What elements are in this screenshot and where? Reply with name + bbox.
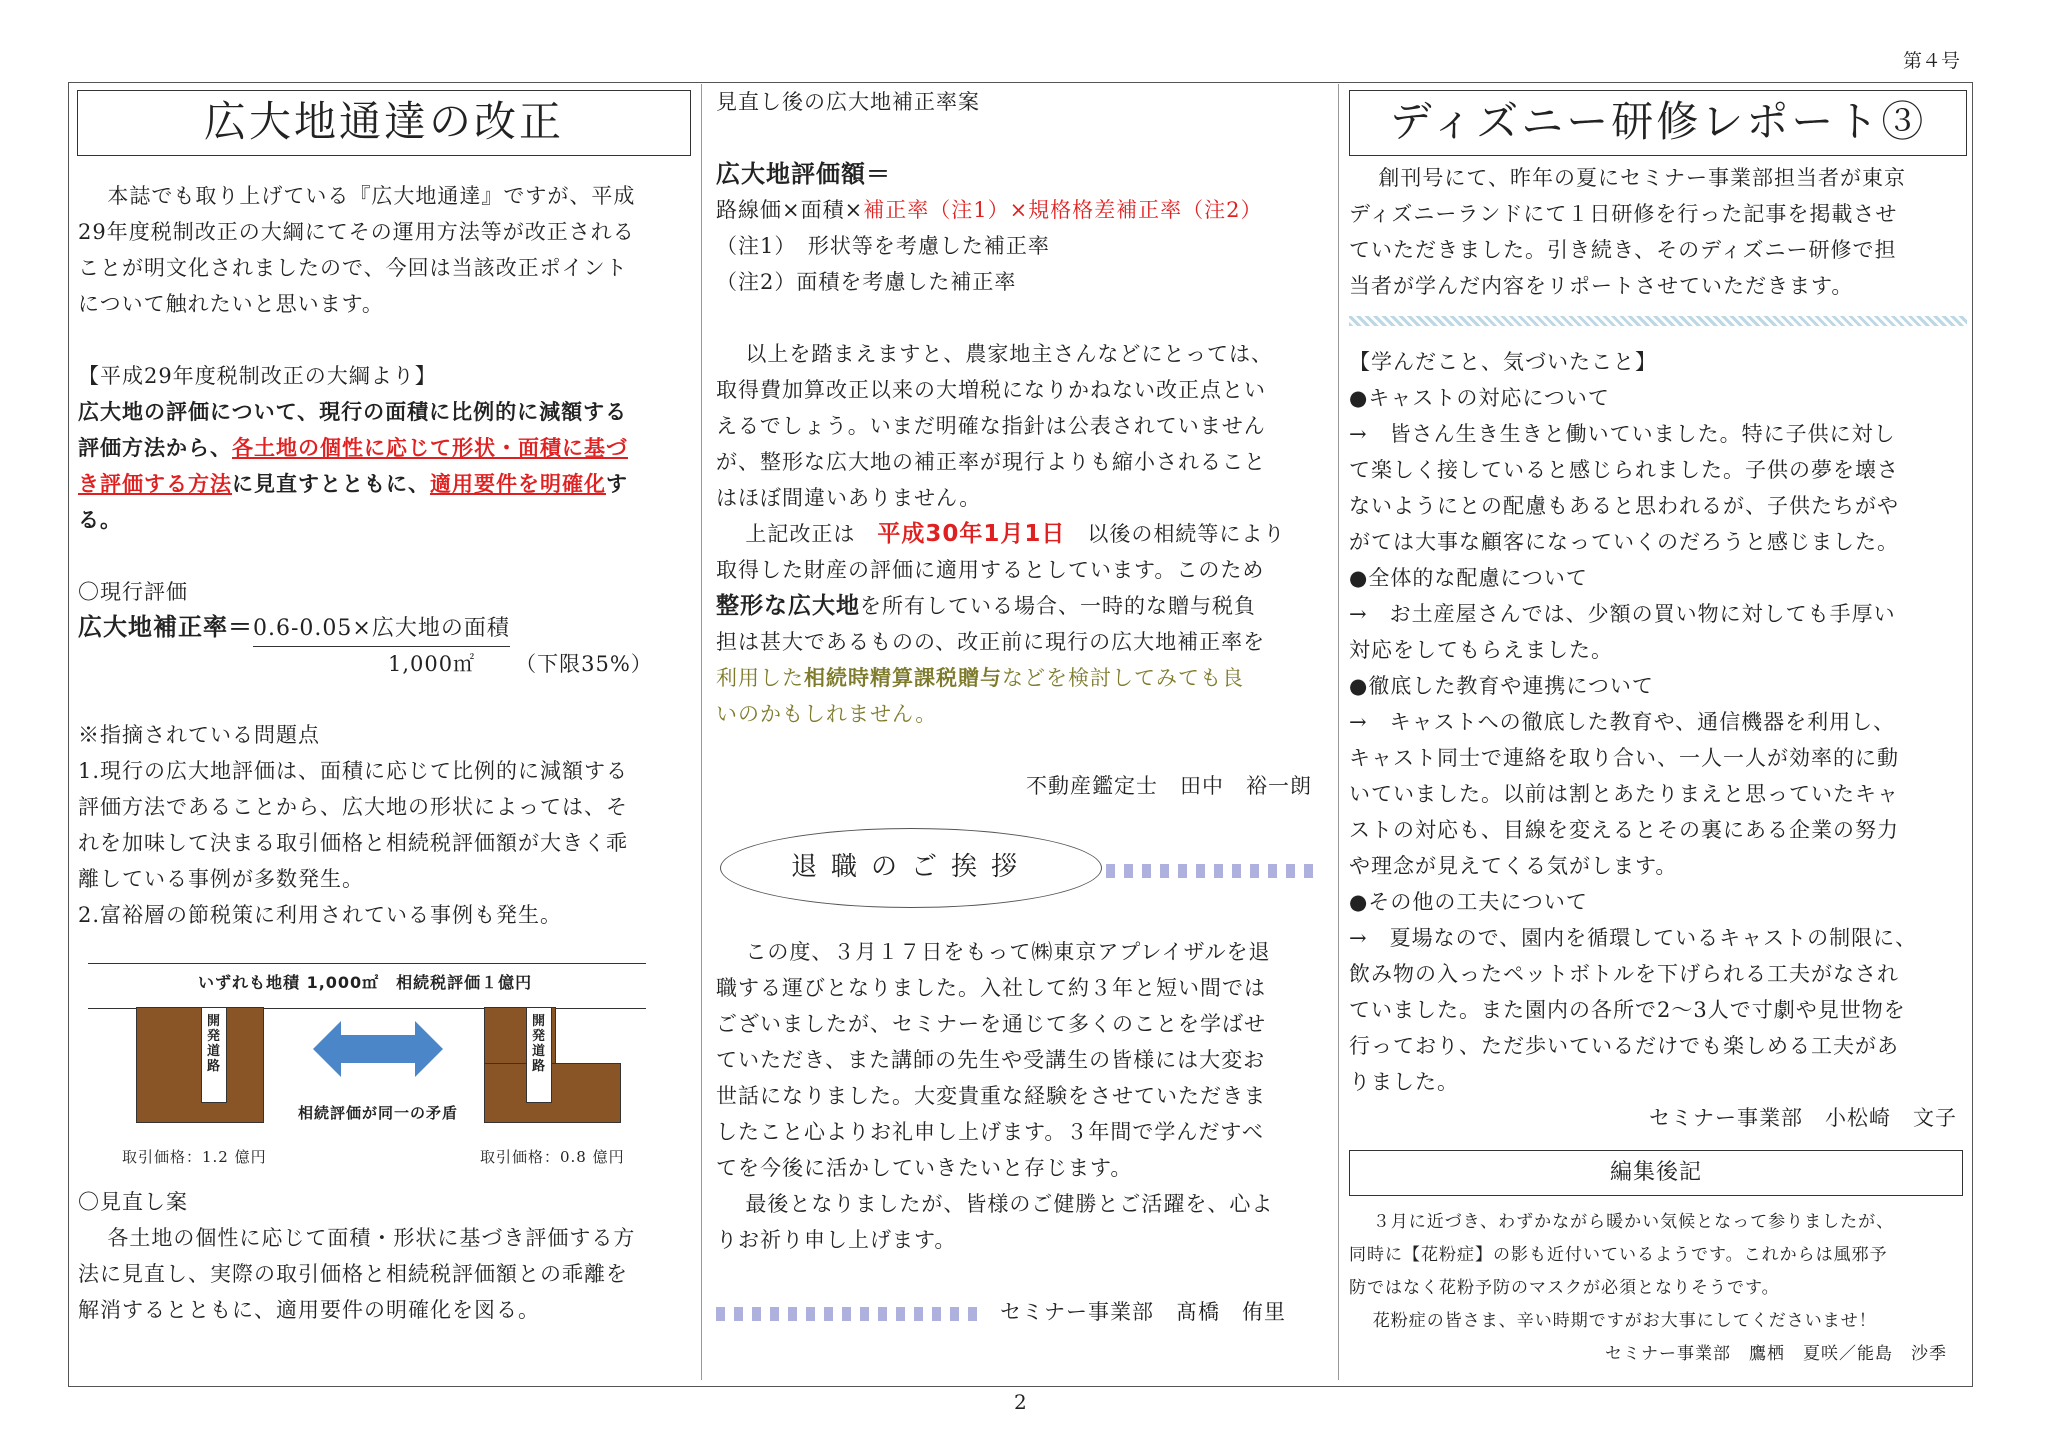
section-line: て楽しく接していると感じられました。子供の夢を壊さ <box>1349 458 1899 482</box>
plan-formula-title: 広大地評価額＝ <box>716 160 891 188</box>
author-takahashi-row <box>716 1294 1326 1330</box>
farewell-line: てを今後に活かしていきたいと存じます。 <box>716 1156 1133 1180</box>
section-line: → 夏場なので、園内を循環しているキャストの制限に、 <box>1349 926 1918 950</box>
para2-line: 取得した財産の評価に適用するとしています。このため <box>716 558 1265 582</box>
highlight-requirements: 適用要件を明確化 <box>430 472 606 496</box>
farewell-line: この度、３月１７日をもって㈱東京アプレイザルを退 <box>745 940 1271 964</box>
editor-note-title: 編集後記 <box>1349 1150 1963 1196</box>
road-right: 開発道路 <box>526 1007 552 1103</box>
double-arrow-icon <box>313 1021 443 1077</box>
plan-formula: 路線価×面積×補正率（注1）×規格格差補正率（注2） <box>716 198 1263 222</box>
column-divider-1 <box>701 84 702 1380</box>
land-lot-left <box>136 1007 264 1123</box>
formula-limit: （下限35%） <box>515 652 653 676</box>
reform-line: き評価する方法に見直すとともに、適用要件を明確化す <box>78 472 628 496</box>
note-2: （注2）面積を考慮した補正率 <box>716 270 1017 294</box>
current-heading: 〇現行評価 <box>78 580 188 604</box>
formula-denominator: 1,000㎡ <box>388 652 476 676</box>
para1-line: 以上を踏まえますと、農家地主さんなどにとっては、 <box>745 342 1273 366</box>
para2-line: いのかもしれません。 <box>716 702 938 726</box>
reform-text <box>78 394 688 538</box>
diagram-caption: 相続評価が同一の矛盾 <box>298 1104 459 1122</box>
issue-line: れを加味して決まる取引価格と相続税評価額が大きく乖 <box>78 831 628 855</box>
column-disney-report <box>1349 90 1967 1371</box>
reform-line: 評価方法から、各土地の個性に応じて形状・面積に基づ <box>78 436 628 460</box>
current-formula <box>78 610 688 647</box>
editor-authors: セミナー事業部 鷹栖 夏咲／能島 沙季 <box>1605 1344 1947 1364</box>
editor-line: 防ではなく花粉予防のマスクが必須となりそうです。 <box>1349 1278 1780 1298</box>
section-heading: ●全体的な配慮について <box>1349 566 1588 590</box>
editor-line: 花粉症の皆さま、辛い時期ですがお大事にしてくださいませ！ <box>1372 1311 1877 1331</box>
para2-line: 整形な広大地を所有している場合、一時的な贈与税負 <box>716 593 1256 619</box>
note-1: （注1） 形状等を考慮した補正率 <box>716 234 1050 258</box>
section-line: キャスト同士で連絡を取り合い、一人一人が効率的に動 <box>1349 746 1899 770</box>
dashed-decoration <box>1106 864 1316 878</box>
section-line: 行っており、ただ歩いているだけでも楽しめる工夫があ <box>1349 1034 1899 1058</box>
diagram-top-text: いずれも地積 1,000㎡ 相続税評価１億円 <box>198 973 533 992</box>
farewell-line: 職する運びとなりました。入社して約３年と短い間では <box>716 976 1266 1000</box>
section-line: ないようにとの配慮もあると思われるが、子供たちがや <box>1349 494 1899 518</box>
land-lot-right-lower <box>484 1063 621 1123</box>
farewell-line: したこと心よりお礼申し上げます。３年間で学んだすべ <box>716 1120 1264 1144</box>
effective-date: 平成30年1月1日 <box>877 521 1066 547</box>
article-title-disney: ディズニー研修レポート③ <box>1349 90 1967 156</box>
disney-intro-line: ディズニーランドにて１日研修を行った記事を掲載させ <box>1349 202 1898 226</box>
plan-heading: 見直し後の広大地補正率案 <box>716 90 980 114</box>
road-left: 開発道路 <box>201 1007 227 1103</box>
para2-line: 担は甚大であるものの、改正前に現行の広大地補正率を <box>716 630 1266 654</box>
price-right: 取引価格：0.8 億円 <box>480 1148 625 1166</box>
section-line: → お土産屋さんでは、少額の買い物に対しても手厚い <box>1349 602 1896 626</box>
intro-line: 本誌でも取り上げている『広大地通達』ですが、平成 <box>107 184 636 208</box>
intro-line: ことが明文化されましたので、今回は当該改正ポイント <box>78 256 628 280</box>
price-left: 取引価格：1.2 億円 <box>122 1148 267 1166</box>
section-line: りました。 <box>1349 1070 1459 1094</box>
farewell-line: りお祈り申し上げます。 <box>716 1228 957 1252</box>
disney-intro-line: ていただきました。引き続き、そのディズニー研修で担 <box>1349 238 1897 262</box>
editor-line: 同時に【花粉症】の影も近付いているようです。これからは風邪予 <box>1349 1245 1888 1265</box>
section-line: がては大事な顧客になっていくのだろうと感じました。 <box>1349 530 1899 554</box>
section-line: ていました。また園内の各所で2～3人で寸劇や見世物を <box>1349 998 1906 1022</box>
review-line: 各土地の個性に応じて面積・形状に基づき評価する方 <box>107 1226 636 1250</box>
farewell-line: ございましたが、セミナーを通じて多くのことを学ばせ <box>716 1012 1266 1036</box>
formula-numerator: 0.6-0.05×広大地の面積 <box>253 612 510 647</box>
column-revision-and-farewell <box>716 84 1326 1330</box>
striped-divider <box>1349 316 1967 326</box>
column-koudaichi <box>78 90 688 1328</box>
highlight-individuality: 各土地の個性に応じて形状・面積に基づ <box>232 436 628 460</box>
reform-heading: 【平成29年度税制改正の大綱より】 <box>78 364 437 388</box>
editor-note <box>1349 1206 1967 1371</box>
intro-line: について触れたいと思います。 <box>78 292 384 316</box>
issue-line: 離している事例が多数発生。 <box>78 867 364 891</box>
section-line: 対応をしてもらえました。 <box>1349 638 1613 662</box>
formula-denominator-row <box>78 647 688 681</box>
farewell-line: ていただき、また講師の先生や受講生の皆様には大変お <box>716 1048 1266 1072</box>
section-heading: ●徹底した教育や連携について <box>1349 674 1654 698</box>
editor-line: ３月に近づき、わずかながら暖かい気候となって参りましたが、 <box>1372 1212 1895 1232</box>
review-heading: 〇見直し案 <box>78 1190 188 1214</box>
para2-line: 上記改正は 平成30年1月1日 以後の相続等により <box>745 521 1286 547</box>
issue-line: 評価方法であることから、広大地の形状によっては、そ <box>78 795 628 819</box>
section-line: → キャストへの徹底した教育や、通信機器を利用し、 <box>1349 710 1896 734</box>
review-line: 法に見直し、実際の取引価格と相続税評価額との乖離を <box>78 1262 628 1286</box>
section-line: いていました。以前は割とあたりまえと思っていたキャ <box>1349 782 1899 806</box>
para1-line: はほぼ間違いありません。 <box>716 486 982 510</box>
correction-rates: 補正率（注1）×規格格差補正率（注2） <box>863 198 1263 222</box>
para2-line: 利用した相続時精算課税贈与などを検討してみても良 <box>716 666 1244 690</box>
page-number: 2 <box>1014 1390 1027 1414</box>
disney-intro-line: 当者が学んだ内容をリポートさせていただきます。 <box>1349 274 1854 298</box>
section-line: 飲み物の入ったペットボトルを下げられる工夫がなされ <box>1349 962 1899 986</box>
article-title-koudaichi: 広大地通達の改正 <box>77 90 691 156</box>
para1-line: が、整形な広大地の補正率が現行よりも縮小されること <box>716 450 1266 474</box>
issue-line: 1.現行の広大地評価は、面積に応じて比例的に減額する <box>78 759 629 783</box>
section-line: ストの対応も、目線を変えるとその裏にある企業の努力 <box>1349 818 1899 842</box>
section-heading: ●その他の工夫について <box>1349 890 1588 914</box>
author-takahashi: セミナー事業部 髙橋 侑里 <box>1000 1300 1286 1324</box>
review-line: 解消するとともに、適用要件の明確化を図る。 <box>78 1298 540 1322</box>
section-line: や理念が見えてくる気がします。 <box>1349 854 1678 878</box>
section-heading: ●キャストの対応について <box>1349 386 1610 410</box>
author-tanaka: 不動産鑑定士 田中 裕一朗 <box>1026 774 1312 798</box>
issue-line: 2.富裕層の節税策に利用されている事例も発生。 <box>78 903 563 927</box>
land-shape-diagram <box>88 953 648 1178</box>
farewell-header <box>716 822 1326 912</box>
disney-intro-line: 創刊号にて、昨年の夏にセミナー事業部担当者が東京 <box>1378 166 1906 190</box>
reform-line: 広大地の評価について、現行の面積に比例的に減額する <box>78 400 628 424</box>
section-line: → 皆さん生き生きと働いていました。特に子供に対し <box>1349 422 1896 446</box>
reform-line: る。 <box>78 508 122 532</box>
farewell-line: 世話になりました。大変貴重な経験をさせていただきま <box>716 1084 1266 1108</box>
column-divider-2 <box>1338 84 1339 1380</box>
farewell-title-cloud: 退職のご挨拶 <box>720 828 1102 908</box>
learned-heading: 【学んだこと、気づいたこと】 <box>1349 350 1657 374</box>
formula-label: 広大地補正率＝ <box>78 613 253 641</box>
para1-line: 取得費加算改正以来の大増税になりかねない改正点とい <box>716 378 1266 402</box>
intro-line: 29年度税制改正の大綱にてその運用方法等が改正される <box>78 220 635 244</box>
para1-line: えるでしょう。いまだ明確な指針は公表されていません <box>716 414 1266 438</box>
issue-number: 第４号 <box>1902 50 1960 72</box>
author-komatsuzaki: セミナー事業部 小松崎 文子 <box>1649 1106 1957 1130</box>
issues-heading: ※指摘されている問題点 <box>78 723 320 747</box>
dashed-decoration <box>716 1307 986 1321</box>
farewell-line: 最後となりましたが、皆様のご健勝とご活躍を、心よ <box>745 1192 1274 1216</box>
